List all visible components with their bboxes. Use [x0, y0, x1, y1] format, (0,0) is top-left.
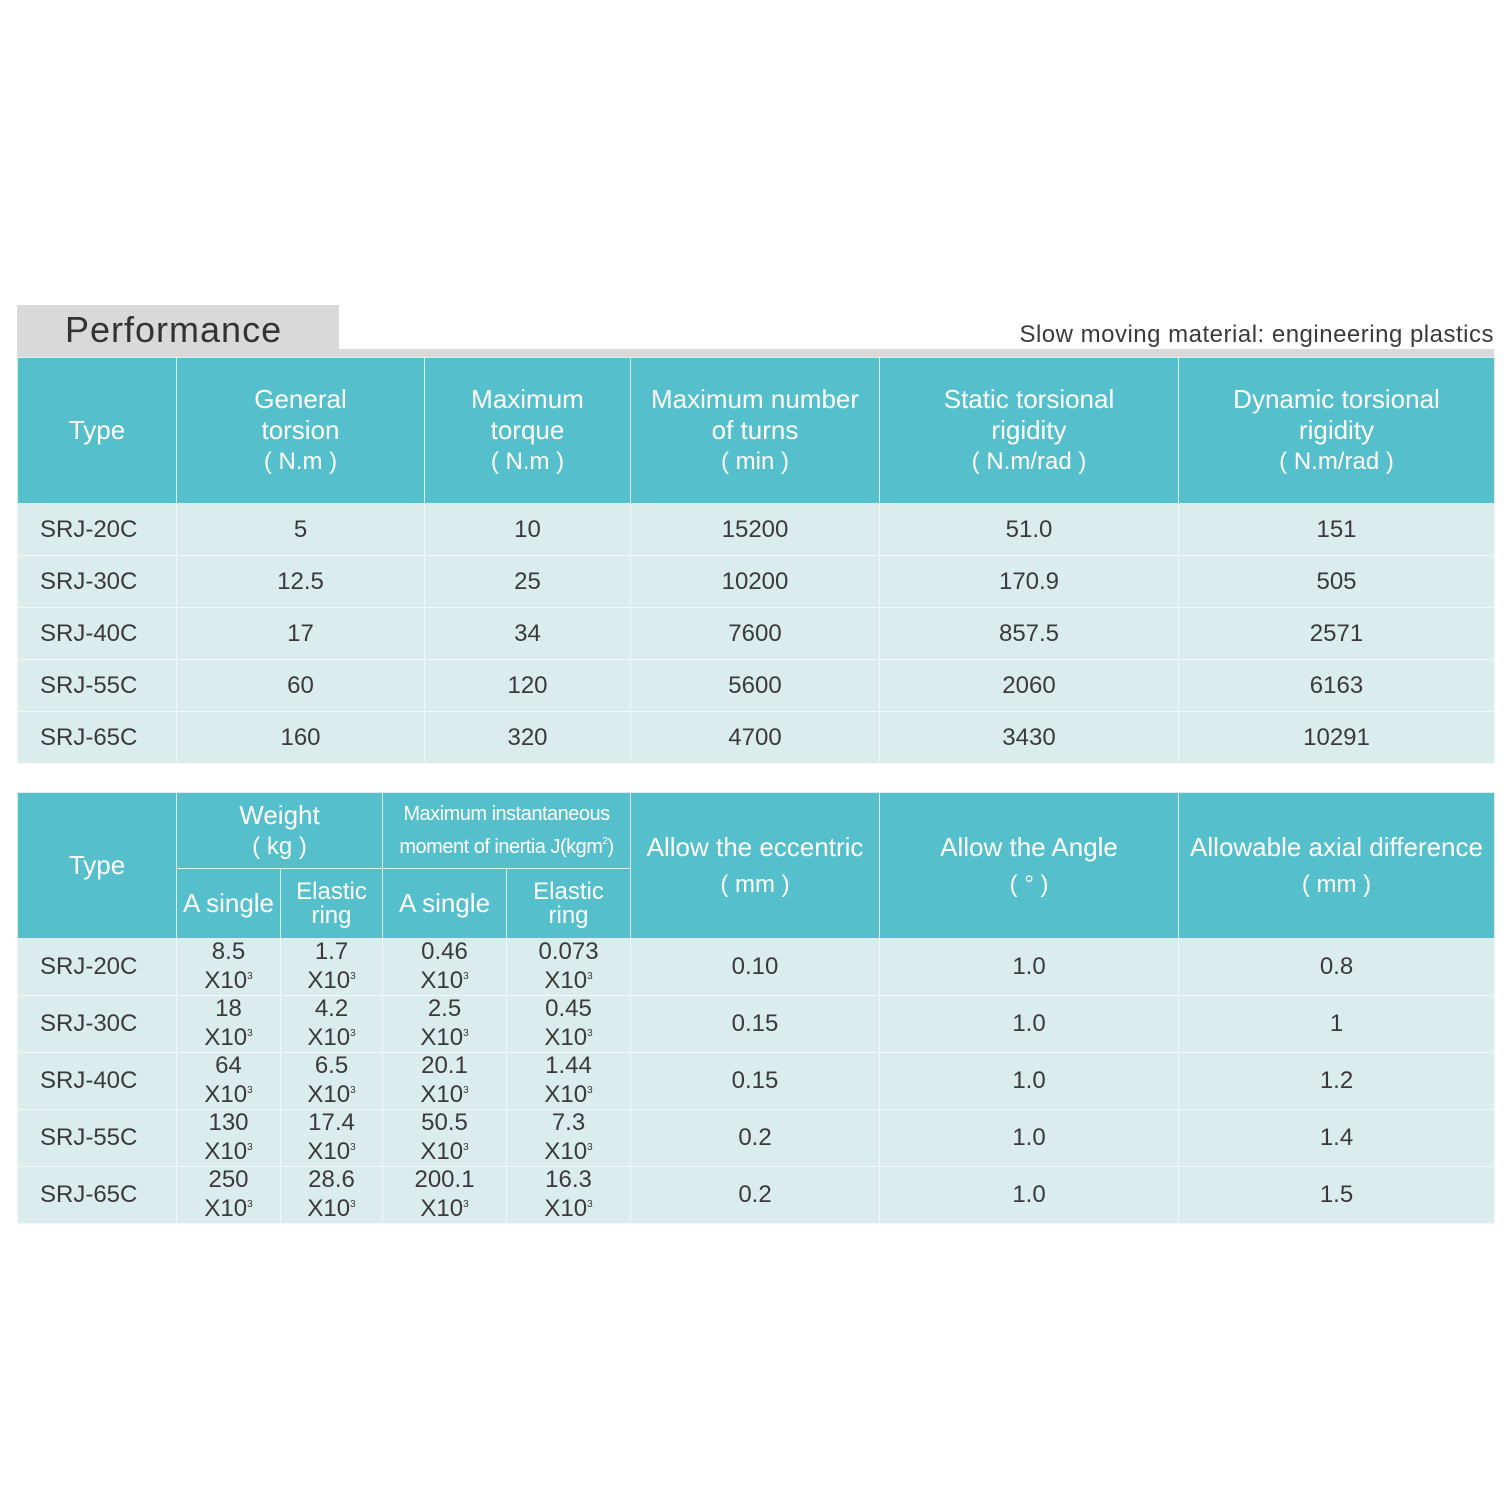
multiplier-text: X10 — [204, 967, 248, 994]
subheader-weight-ring — [281, 869, 383, 939]
header-axial — [1179, 793, 1495, 939]
eccentric-cell: 0.15 — [631, 996, 880, 1053]
header-unit: ( mm ) — [720, 870, 790, 898]
cell-multiplier — [544, 1192, 592, 1221]
general-torsion-cell: 5 — [177, 504, 425, 556]
multiplier-text: X10 — [544, 967, 588, 994]
header-inertia — [383, 793, 631, 869]
cell-multiplier — [544, 1021, 592, 1050]
inertia-ring-cell — [507, 1110, 631, 1167]
inertia-close: ) — [607, 835, 614, 858]
multiplier-exponent: 3 — [463, 1085, 469, 1096]
cell-value: 20.1 — [421, 1052, 468, 1079]
subheader-weight-single: A single — [177, 869, 281, 939]
multiplier-exponent: 3 — [463, 1142, 469, 1153]
multiplier-text: X10 — [307, 1138, 351, 1165]
inertia-single-cell — [383, 996, 507, 1053]
table-row — [18, 556, 1495, 608]
type-cell: SRJ-20C — [18, 939, 177, 996]
weight-single-cell — [177, 939, 281, 996]
header-max-turns — [631, 358, 880, 504]
header-label-line: Allowable axial difference — [1190, 831, 1483, 862]
max-torque-cell: 34 — [425, 608, 631, 660]
multiplier-exponent: 3 — [247, 971, 253, 982]
multiplier-text: X10 — [204, 1138, 248, 1165]
multiplier-text: X10 — [307, 967, 351, 994]
inertia-single-cell — [383, 1110, 507, 1167]
dynamic-rigidity-cell: 151 — [1179, 504, 1495, 556]
inertia-ring-cell — [507, 1053, 631, 1110]
weight-single-cell — [177, 1167, 281, 1224]
weight-ring-cell — [281, 1167, 383, 1224]
max-turns-cell: 7600 — [631, 608, 880, 660]
header-label-line: Maximum instantaneous — [403, 802, 610, 825]
multiplier-text: X10 — [544, 1024, 588, 1051]
header-label-line: Weight — [239, 799, 320, 830]
cell-value: 4.2 — [314, 995, 349, 1022]
multiplier-exponent: 3 — [463, 1199, 469, 1210]
multiplier-text: X10 — [420, 1081, 464, 1108]
max-torque-cell: 10 — [425, 504, 631, 556]
max-torque-cell: 320 — [425, 712, 631, 764]
header-label-line — [383, 828, 630, 861]
cell-multiplier — [420, 964, 468, 993]
cell-value: 0.073 — [538, 938, 599, 965]
multiplier-exponent: 3 — [587, 1085, 593, 1096]
axial-cell: 1 — [1179, 996, 1495, 1053]
weight-ring-cell — [281, 939, 383, 996]
header-unit: ( kg ) — [252, 832, 307, 860]
header-label-line: torsion — [261, 415, 340, 445]
cell-multiplier — [420, 1078, 468, 1107]
header-label-line: ring — [548, 901, 589, 929]
angle-cell: 1.0 — [880, 1110, 1179, 1167]
static-rigidity-cell: 170.9 — [880, 556, 1179, 608]
cell-value: 2.5 — [427, 995, 462, 1022]
multiplier-exponent: 3 — [350, 971, 356, 982]
dimensions-table-body — [18, 939, 1495, 1224]
header-label-line: rigidity — [1298, 415, 1375, 445]
type-cell: SRJ-40C — [18, 1053, 177, 1110]
inertia-ring-cell — [507, 1167, 631, 1224]
cell-multiplier — [544, 1078, 592, 1107]
multiplier-exponent: 3 — [350, 1199, 356, 1210]
table-row — [18, 1053, 1495, 1110]
max-turns-cell: 15200 — [631, 504, 880, 556]
angle-cell: 1.0 — [880, 1167, 1179, 1224]
multiplier-text: X10 — [420, 967, 464, 994]
cell-multiplier — [204, 1021, 252, 1050]
multiplier-text: X10 — [307, 1024, 351, 1051]
max-torque-cell: 25 — [425, 556, 631, 608]
eccentric-cell: 0.15 — [631, 1053, 880, 1110]
multiplier-text: X10 — [420, 1024, 464, 1051]
header-label-line: Dynamic torsional — [1233, 384, 1440, 414]
table-row — [18, 712, 1495, 764]
multiplier-exponent: 3 — [247, 1028, 253, 1039]
multiplier-text: X10 — [544, 1195, 588, 1222]
axial-cell: 1.2 — [1179, 1053, 1495, 1110]
multiplier-exponent: 3 — [247, 1085, 253, 1096]
multiplier-exponent: 3 — [463, 1028, 469, 1039]
header-eccentric — [631, 793, 880, 939]
cell-multiplier — [307, 1021, 355, 1050]
table-row — [18, 504, 1495, 556]
type-cell: SRJ-40C — [18, 608, 177, 660]
angle-cell: 1.0 — [880, 996, 1179, 1053]
header-unit: ( N.m ) — [263, 448, 338, 475]
header-label-line: torque — [490, 415, 565, 445]
header-unit: ( N.m/rad ) — [1279, 448, 1394, 475]
multiplier-exponent: 3 — [587, 1028, 593, 1039]
header-dynamic-rigidity — [1179, 358, 1495, 504]
section-header — [17, 305, 1494, 357]
table-row — [18, 1167, 1495, 1224]
performance-table — [17, 357, 1495, 764]
axial-cell: 1.4 — [1179, 1110, 1495, 1167]
header-unit: ( ° ) — [1009, 870, 1049, 898]
type-cell: SRJ-55C — [18, 660, 177, 712]
cell-value: 250 — [208, 1166, 249, 1193]
static-rigidity-cell: 2060 — [880, 660, 1179, 712]
inertia-label: moment of inertia J(kgm — [399, 835, 603, 858]
type-cell: SRJ-30C — [18, 556, 177, 608]
type-cell: SRJ-30C — [18, 996, 177, 1053]
multiplier-text: X10 — [544, 1138, 588, 1165]
cell-value: 6.5 — [314, 1052, 349, 1079]
multiplier-exponent: 3 — [350, 1142, 356, 1153]
cell-value: 8.5 — [211, 938, 246, 965]
axial-cell: 1.5 — [1179, 1167, 1495, 1224]
table-header-row — [18, 793, 1495, 869]
section-title-tab — [17, 305, 339, 351]
multiplier-text: X10 — [204, 1081, 248, 1108]
multiplier-exponent: 3 — [587, 1199, 593, 1210]
header-label-line: Allow the Angle — [940, 831, 1118, 862]
cell-value: 64 — [215, 1052, 242, 1079]
multiplier-exponent: 3 — [587, 1142, 593, 1153]
eccentric-cell: 0.2 — [631, 1110, 880, 1167]
header-type: Type — [18, 793, 177, 939]
max-torque-cell: 120 — [425, 660, 631, 712]
eccentric-cell: 0.2 — [631, 1167, 880, 1224]
table-row — [18, 939, 1495, 996]
inertia-ring-cell — [507, 939, 631, 996]
weight-single-cell — [177, 996, 281, 1053]
weight-single-cell — [177, 1053, 281, 1110]
cell-multiplier — [204, 1135, 252, 1164]
cell-multiplier — [307, 1135, 355, 1164]
cell-value: 130 — [208, 1109, 249, 1136]
cell-multiplier — [307, 1078, 355, 1107]
cell-value: 0.46 — [421, 938, 468, 965]
cell-multiplier — [420, 1135, 468, 1164]
header-label-line: Maximum — [471, 384, 584, 414]
cell-multiplier — [204, 1192, 252, 1221]
cell-value: 7.3 — [551, 1109, 586, 1136]
type-cell: SRJ-55C — [18, 1110, 177, 1167]
cell-multiplier — [538, 964, 598, 993]
header-label-line: of turns — [711, 415, 799, 445]
weight-ring-cell — [281, 1110, 383, 1167]
table-row — [18, 996, 1495, 1053]
header-unit: ( N.m/rad ) — [971, 448, 1087, 475]
header-weight — [177, 793, 383, 869]
subheader-inertia-single: A single — [383, 869, 507, 939]
cell-multiplier — [204, 1078, 252, 1107]
table-row — [18, 608, 1495, 660]
header-type-label: Type — [68, 415, 126, 445]
subheader-inertia-ring — [507, 869, 631, 939]
angle-cell: 1.0 — [880, 1053, 1179, 1110]
dynamic-rigidity-cell: 2571 — [1179, 608, 1495, 660]
dynamic-rigidity-cell: 505 — [1179, 556, 1495, 608]
cell-value: 50.5 — [421, 1109, 468, 1136]
multiplier-text: X10 — [307, 1195, 351, 1222]
header-unit: ( N.m ) — [490, 448, 565, 475]
cell-value: 18 — [215, 995, 242, 1022]
inertia-single-cell — [383, 939, 507, 996]
max-turns-cell: 10200 — [631, 556, 880, 608]
weight-ring-cell — [281, 1053, 383, 1110]
header-maximum-torque — [425, 358, 631, 504]
inertia-exponent: 2 — [602, 835, 608, 847]
cell-multiplier — [204, 964, 252, 993]
general-torsion-cell: 12.5 — [177, 556, 425, 608]
multiplier-text: X10 — [420, 1195, 464, 1222]
inertia-ring-cell — [507, 996, 631, 1053]
weight-single-cell — [177, 1110, 281, 1167]
table-header-row — [18, 358, 1495, 504]
general-torsion-cell: 60 — [177, 660, 425, 712]
header-label-line: Allow the eccentric — [646, 831, 864, 862]
cell-value: 1.44 — [545, 1052, 592, 1079]
multiplier-text: X10 — [420, 1138, 464, 1165]
header-unit: ( mm ) — [1301, 870, 1372, 898]
static-rigidity-cell: 857.5 — [880, 608, 1179, 660]
cell-multiplier — [307, 1192, 355, 1221]
cell-multiplier — [544, 1135, 592, 1164]
type-cell: SRJ-65C — [18, 712, 177, 764]
cell-value: 17.4 — [308, 1109, 355, 1136]
multiplier-exponent: 3 — [247, 1142, 253, 1153]
cell-value: 200.1 — [414, 1166, 475, 1193]
multiplier-exponent: 3 — [247, 1199, 253, 1210]
type-cell: SRJ-20C — [18, 504, 177, 556]
cell-multiplier — [307, 964, 355, 993]
general-torsion-cell: 17 — [177, 608, 425, 660]
cell-value: 0.45 — [545, 995, 592, 1022]
dimensions-table — [17, 792, 1495, 1224]
multiplier-exponent: 3 — [587, 971, 593, 982]
cell-value: 28.6 — [308, 1166, 355, 1193]
table-row — [18, 660, 1495, 712]
header-type — [18, 358, 177, 504]
multiplier-text: X10 — [307, 1081, 351, 1108]
header-general-torsion — [177, 358, 425, 504]
cell-multiplier — [420, 1021, 468, 1050]
static-rigidity-cell: 51.0 — [880, 504, 1179, 556]
header-label-line: Static torsional — [943, 384, 1115, 414]
header-label-line: Elastic — [296, 877, 367, 905]
multiplier-exponent: 3 — [350, 1028, 356, 1039]
type-cell: SRJ-65C — [18, 1167, 177, 1224]
header-unit: ( min ) — [721, 448, 789, 475]
header-label-line: General — [254, 384, 347, 414]
table-row — [18, 1110, 1495, 1167]
multiplier-text: X10 — [544, 1081, 588, 1108]
dynamic-rigidity-cell: 6163 — [1179, 660, 1495, 712]
cell-multiplier — [414, 1192, 474, 1221]
axial-cell: 0.8 — [1179, 939, 1495, 996]
header-label-line: Maximum number — [650, 384, 860, 414]
inertia-single-cell — [383, 1053, 507, 1110]
multiplier-text: X10 — [204, 1024, 248, 1051]
cell-value: 1.7 — [314, 938, 349, 965]
weight-ring-cell — [281, 996, 383, 1053]
eccentric-cell: 0.10 — [631, 939, 880, 996]
header-label-line: rigidity — [991, 415, 1067, 445]
multiplier-exponent: 3 — [350, 1085, 356, 1096]
section-title: Performance — [65, 309, 283, 350]
header-label-line: ring — [311, 901, 352, 929]
angle-cell: 1.0 — [880, 939, 1179, 996]
header-angle — [880, 793, 1179, 939]
header-label-line: Elastic — [533, 877, 604, 905]
cell-value: 16.3 — [545, 1166, 592, 1193]
header-static-rigidity — [880, 358, 1179, 504]
general-torsion-cell: 160 — [177, 712, 425, 764]
max-turns-cell: 5600 — [631, 660, 880, 712]
dynamic-rigidity-cell: 10291 — [1179, 712, 1495, 764]
material-note: Slow moving material: engineering plastics — [1011, 321, 1494, 349]
multiplier-exponent: 3 — [463, 971, 469, 982]
multiplier-text: X10 — [204, 1195, 248, 1222]
inertia-single-cell — [383, 1167, 507, 1224]
max-turns-cell: 4700 — [631, 712, 880, 764]
static-rigidity-cell: 3430 — [880, 712, 1179, 764]
